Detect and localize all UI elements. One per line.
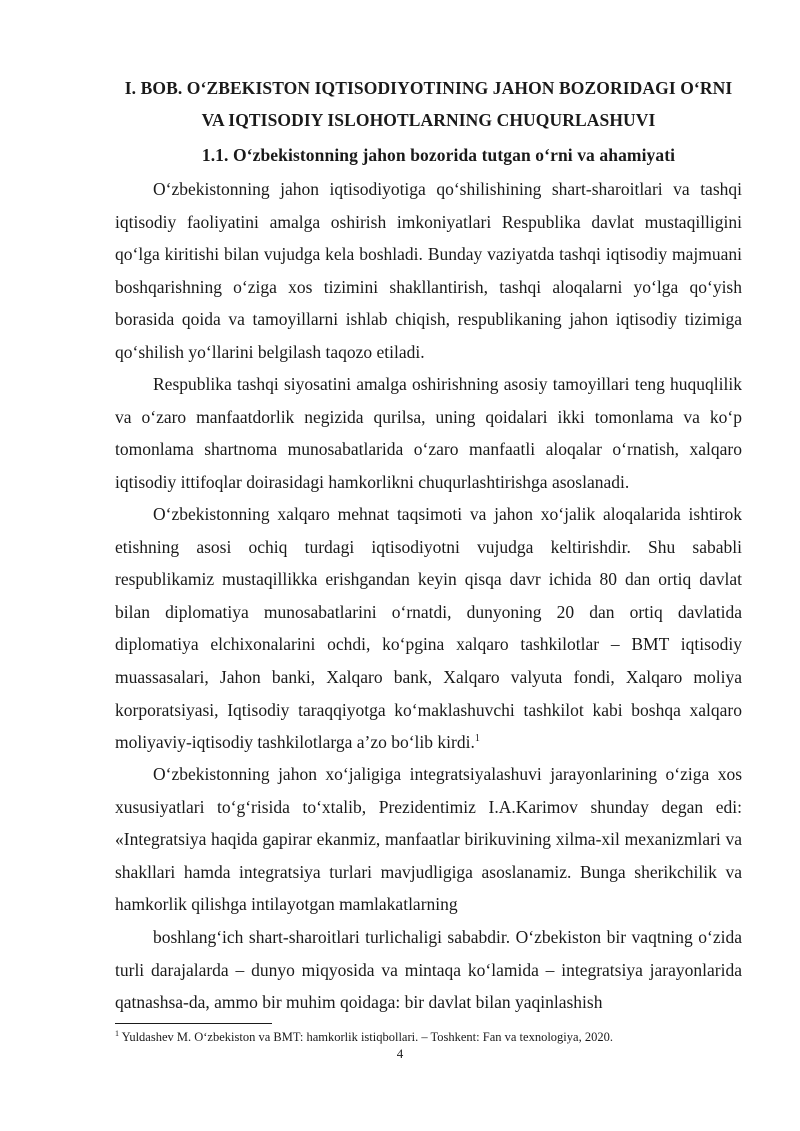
chapter-heading: I. BOB. O‘ZBEKISTON IQTISODIYOTINING JAHON BOZORIDAGI O‘RNI VA IQTISODIY ISLOHOTLARNING CHUQURLASHUVI: [124, 78, 733, 130]
paragraph-2: Respublika tashqi siyosatini amalga oshirishning asosiy tamoyillari teng huquqlilik va o‘zaro manfaatdorlik negizida qurilsa, uning qoidalari ikki tomonlama va ko‘p tomonlama shartnoma munosabatlarida o‘zaro manfaatli aloqalar o‘rnatish, xalqaro iqtisodiy ittifoqlar doirasidagi hamkorlikni chuqurlashtirishga asoslanadi.: [115, 374, 742, 492]
paragraph-4: O‘zbekistonning jahon xo‘jaligiga integratsiyalashuvi jarayonlarining o‘ziga xos xususiyatlari to‘g‘risida to‘xtalib, Prezidentimiz I.A.Karimov shunday degan edi: «Integratsiya haqida gapirar ekanmiz, manfaatlar birikuvining xilma-xil mexanizmlari va shakllari hamda integratsiya turlari mavjudligiga asoslanamiz. Bunga sherikchilik va hamkorlik qilishga intilayotgan mamlakatlarning: [115, 764, 742, 915]
paragraph-3: [115, 498, 742, 759]
footnote-reference[interactable]: 1: [474, 733, 480, 745]
footnote-divider: [115, 1023, 272, 1024]
footnote: [115, 1029, 742, 1045]
page-number: 4: [396, 1046, 404, 1061]
section-heading: 1.1. O‘zbekistonning jahon bozorida tutgan o‘rni va ahamiyati: [201, 145, 676, 165]
footnote-marker: 1: [115, 1028, 119, 1038]
paragraph-5: boshlang‘ich shart-sharoitlari turlichaligi sababdir. O‘zbekiston bir vaqtning o‘zida turli darajalarda – dunyo miqyosida va mintaqa ko‘lamida – integratsiya jarayonlarida qatnashsa-da, ammo bir muhim qoidaga: bir davlat bilan yaqinlashish: [115, 927, 742, 1013]
footnote-text: Yuldashev M. O‘zbekiston va BMT: hamkorlik istiqbollari. – Toshkent: Fan va texnologiya, 2020.: [121, 1030, 613, 1044]
paragraph-1: O‘zbekistonning jahon iqtisodiyotiga qo‘shilishining shart-sharoitlari va tashqi iqtisodiy faoliyatini amalga oshirish imkoniyatlari Respublika davlat mustaqilligini qo‘lga kiritishi bilan vujudga kela boshladi. Bunday vaziyatda tashqi iqtisodiy majmuani boshqarishning o‘ziga xos tizimini shakllantirish, tashqi aloqalarni yo‘lga qo‘yish borasida qoida va tamoyillarni ishlab chiqish, respublikaning jahon iqtisodiy tizimiga qo‘shilish yo‘llarini belgilash taqozo etiladi.: [115, 179, 742, 362]
paragraph-3-text: O‘zbekistonning xalqaro mehnat taqsimoti va jahon xo‘jalik aloqalarida ishtirok etishning asosi ochiq turdagi iqtisodiyotni vujudga keltirishdir. Shu sababli respublikamiz mustaqillikka erishgandan keyin qisqa davr ichida 80 dan ortiq davlat bilan diplomatiya munosabatlarini o‘rnatdi, dunyoning 20 dan ortiq davlatida diplomatiya elchixonalarini ochdi, ko‘pgina xalqaro tashkilotlar – BMT iqtisodiy muassasalari, Jahon banki, Xalqaro bank, Xalqaro valyuta fondi, Xalqaro moliya korporatsiyasi, Iqtisodiy taraqqiyotga ko‘maklashuvchi tashkilot kabi boshqa xalqaro moliyaviy-iqtisodiy tashkilotlarga a’zo bo‘lib kirdi.: [115, 504, 742, 753]
